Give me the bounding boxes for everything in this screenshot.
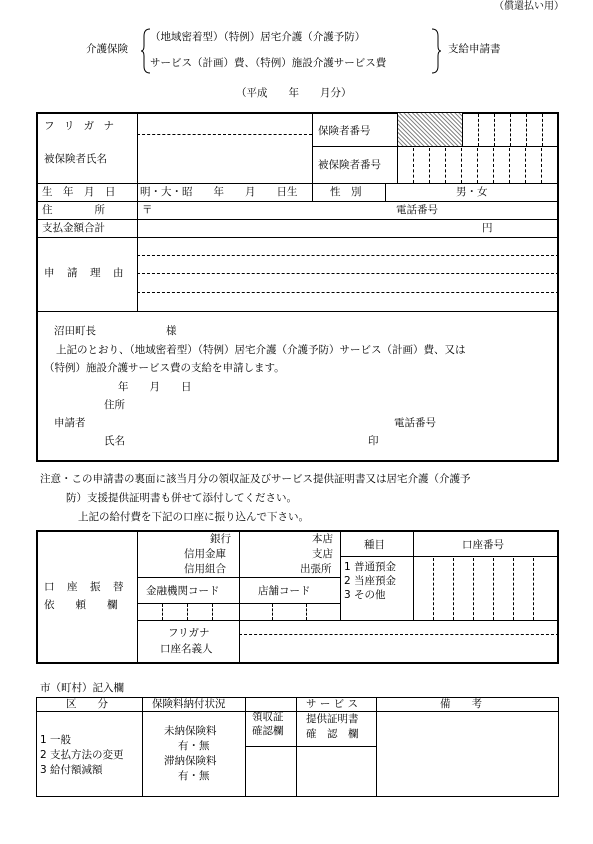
category-3[interactable]: 3 給付額減額	[40, 764, 103, 776]
address-label: 住 所	[42, 204, 105, 216]
sex-label: 性 別	[330, 186, 362, 198]
holder-furigana-input[interactable]	[242, 622, 556, 633]
applicant-address-label: 住所	[104, 399, 125, 411]
period-line: （平成 年 月分）	[236, 87, 352, 99]
notice-line-3: 上記の給付費を下記の口座に振り込んで下さい。	[78, 511, 309, 523]
holder-furigana-label: フリガナ	[168, 627, 210, 639]
remarks-input[interactable]	[378, 713, 557, 795]
right-brace-icon	[430, 28, 442, 74]
insured-name-label: 被保険者氏名	[44, 153, 107, 165]
arrears-premium-label: 滞納保険料	[164, 755, 217, 767]
form-usage-note: （償還払い用）	[494, 1, 564, 12]
branch-code-input[interactable]	[241, 604, 339, 619]
bank-code-input[interactable]	[139, 604, 237, 619]
address-input[interactable]	[155, 203, 385, 218]
account-kind-3[interactable]: 3 その他	[344, 589, 386, 601]
furigana-input[interactable]	[140, 116, 310, 132]
notice-line-2: 防）支援提供証明書も併せて添付してください。	[66, 492, 297, 504]
category-2[interactable]: 2 支払方法の変更	[40, 749, 124, 761]
branch-type-2: 支店	[312, 548, 333, 560]
addressee: 沼田町長	[54, 325, 96, 337]
branch-name-input[interactable]	[242, 533, 297, 575]
branch-type-1: 本店	[312, 533, 333, 545]
bank-type-1: 銀行	[210, 533, 231, 545]
account-number-label: 口座番号	[462, 539, 504, 551]
declaration-text-1: 上記のとおり、（地域密着型）（特例）居宅介護（介護予防）サービス（計画）費、又は	[56, 344, 466, 356]
insurer-number-shaded	[398, 113, 462, 146]
account-number-input[interactable]	[415, 558, 557, 619]
furigana-label: フ リ ガ ナ	[44, 120, 118, 132]
bank-type-3: 信用組合	[184, 563, 226, 575]
birth-date-value[interactable]: 明・大・昭 年 月 日生	[140, 186, 298, 198]
honorific: 様	[166, 325, 177, 337]
account-kind-1[interactable]: 1 普通預金	[344, 561, 397, 573]
insured-name-input[interactable]	[140, 140, 310, 180]
receipt-header-2: 確認欄	[252, 725, 284, 737]
category-1[interactable]: 1 一般	[40, 734, 72, 746]
receipt-header-1: 領収証	[252, 711, 284, 723]
service-header-1: サ ー ビ ス	[306, 698, 359, 710]
reason-input[interactable]	[140, 239, 556, 309]
applicant-label: 申請者	[54, 417, 86, 429]
service-header-2: 提供証明書	[306, 713, 359, 725]
title-line-1: （地域密着型）（特例）居宅介護（介護予防）	[150, 31, 366, 43]
office-use-title: 市（町村）記入欄	[40, 682, 124, 694]
applicant-name-label: 氏名	[104, 435, 125, 447]
birth-date-label: 生 年 月 日	[42, 186, 116, 198]
branch-type-3: 出張所	[300, 563, 332, 575]
arrears-premium-option[interactable]: 有・無	[178, 770, 210, 782]
category-header: 区 分	[66, 698, 108, 710]
account-holder-input[interactable]	[242, 637, 556, 662]
applicant-phone-label: 電話番号	[394, 417, 436, 429]
account-kind-2[interactable]: 2 当座預金	[344, 575, 397, 587]
service-header-3: 確 認 欄	[306, 728, 359, 740]
insurer-number-input[interactable]	[463, 114, 557, 146]
insured-number-label: 被保険者番号	[318, 159, 381, 171]
phone-label: 電話番号	[396, 204, 438, 216]
branch-code-label: 店舗コード	[258, 585, 311, 597]
payment-total-input[interactable]	[140, 221, 480, 236]
application-date[interactable]: 年 月 日	[118, 381, 192, 393]
account-holder-label: 口座名義人	[160, 643, 213, 655]
yen-unit: 円	[482, 222, 493, 234]
unpaid-premium-option[interactable]: 有・無	[178, 740, 210, 752]
postal-mark: 〒	[142, 204, 153, 216]
notice-line-1: 注意・この申請書の裏面に該当月分の領収証及びサービス提供証明書又は居宅介護（介護予	[40, 473, 471, 485]
title-left: 介護保険	[86, 43, 128, 55]
sex-value[interactable]: 男・女	[456, 186, 488, 198]
declaration-text-2: （特例）施設介護サービス費の支給を申請します。	[44, 362, 285, 374]
insurer-number-label: 保険者番号	[318, 125, 371, 137]
insured-number-input[interactable]	[398, 148, 557, 182]
payment-total-label: 支払金額合計	[42, 222, 105, 234]
title-line-2: サービス（計画）費、（特例）施設介護サービス費	[150, 57, 387, 69]
bank-code-label: 金融機関コード	[146, 585, 220, 597]
premium-header: 保険料納付状況	[152, 698, 226, 710]
title-right: 支給申請書	[448, 43, 501, 55]
bank-transfer-label-2: 依 頼 欄	[44, 599, 118, 611]
remarks-header: 備 考	[440, 698, 482, 710]
account-kind-label: 種目	[364, 539, 385, 551]
bank-transfer-label-1: 口 座 振 替	[44, 581, 125, 593]
reason-label: 申 請 理 由	[44, 267, 125, 279]
bank-type-2: 信用金庫	[184, 548, 226, 560]
bank-name-input[interactable]	[140, 533, 180, 575]
unpaid-premium-label: 未納保険料	[164, 725, 217, 737]
seal-mark: 印	[368, 435, 379, 447]
